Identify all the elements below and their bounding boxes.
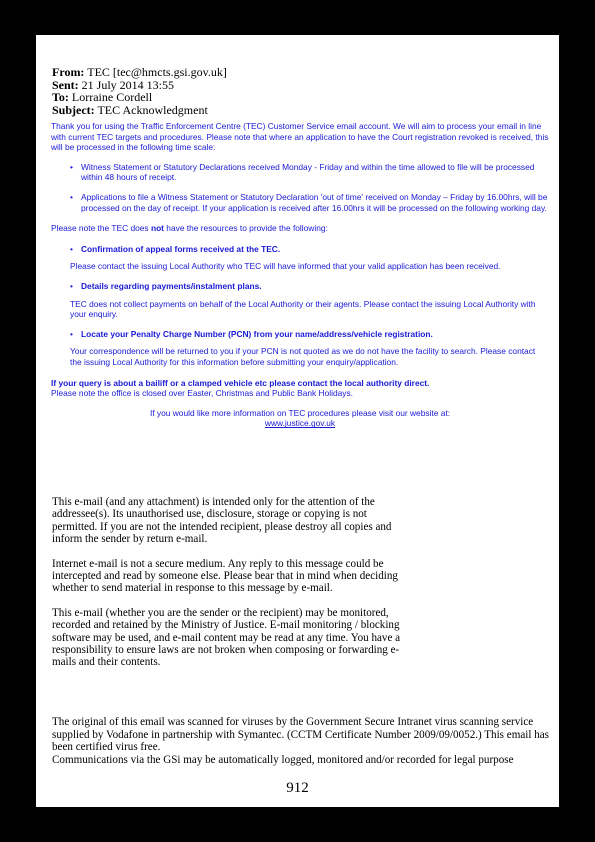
disclaimer-paragraph: Internet e-mail is not a secure medium. Any reply to this message could be intercepted and read by someone else. Please bear that in mind when deciding whether to send material in response to this message by e-mail. [52, 557, 398, 595]
bullet-text: Witness Statement or Statutory Declarations received Monday - Friday and within the time allowed to file will be processed within 48 hours of receipt. [81, 161, 535, 183]
sent-label: Sent: [52, 77, 79, 92]
bullet-item [51, 244, 549, 255]
website-line [51, 418, 549, 429]
email-header [52, 66, 227, 116]
email-body [51, 121, 549, 429]
scan-paragraph: Communications via the GSi may be automatically logged, monitored and/or recorded for legal purpose [52, 753, 514, 766]
closed-notice: Please note the office is closed over Easter, Christmas and Public Bank Holidays. [51, 388, 353, 399]
resources-line: Please note the TEC does not have the resources to provide the following: [51, 223, 328, 234]
subject-value: TEC Acknowledgment [97, 102, 208, 117]
item-description: TEC does not collect payments on behalf of the Local Authority or their agents. Please contact the issuing Local Authority with your enquiry. [70, 298, 536, 320]
disclaimer [52, 496, 412, 669]
subject-line [52, 104, 227, 117]
virus-scan-notice [52, 716, 552, 766]
sent-value: 21 July 2014 13:55 [81, 77, 175, 92]
bullet-icon: • [70, 161, 73, 172]
from-label: From: [52, 65, 85, 79]
bullet-icon: • [70, 191, 73, 202]
bullet-item [51, 192, 549, 213]
bullet-icon: • [70, 280, 73, 291]
to-label: To: [52, 90, 69, 105]
emphasis-not: not [150, 223, 164, 234]
website-link[interactable]: www.justice.gov.uk [264, 418, 336, 429]
bullet-item [51, 162, 549, 183]
bullet-item [51, 281, 549, 292]
bullet-title: Details regarding payments/instalment plans. [81, 280, 262, 291]
item-description: Please contact the issuing Local Authority who TEC will have informed that your valid application has been received. [70, 261, 501, 272]
subject-label: Subject: [52, 102, 95, 117]
bullet-title: Confirmation of appeal forms received at the TEC. [81, 243, 281, 254]
page-number: 912 [286, 780, 309, 796]
bullet-item [51, 329, 549, 340]
bullet-title: Locate your Penalty Charge Number (PCN) from your name/address/vehicle registration. [81, 328, 433, 339]
scan-paragraph: The original of this email was scanned for viruses by the Government Secure Intranet virus scanning service supplied by Vodafone in partnership with Symantec. (CCTM Certificate Number 2009/09/0052.) This email has been certified virus free. [52, 716, 549, 754]
bullet-icon: • [70, 328, 73, 339]
to-value: Lorraine Cordell [71, 90, 153, 105]
intro-paragraph: Thank you for using the Traffic Enforcement Centre (TEC) Customer Service email account. We will aim to process your email in line with current TEC targets and procedures. Please note that where an application to have the Court registration revoked is received, this will be processed in the following time scale: [51, 121, 549, 153]
more-info-line: If you would like more information on TEC procedures please visit our website at: [149, 407, 451, 418]
disclaimer-paragraph: This e-mail (and any attachment) is intended only for the attention of the addressee(s). Its unauthorised use, disclosure, storage or copying is not permitted. If you are not the intended recipient, please destroy all copies and inform the sender by return e-mail. [52, 496, 392, 546]
bullet-icon: • [70, 243, 73, 254]
disclaimer-paragraph: This e-mail (whether you are the sender or the recipient) may be monitored, recorded and retained by the Ministry of Justice. E-mail monitoring / blocking software may be used, and e-mail content may be read at any time. You have a responsibility to ensure laws are not broken when composing or forwarding e-mails and their contents. [52, 606, 401, 669]
from-value: TEC [tec@hmcts.gsi.gov.uk] [87, 65, 227, 79]
bullet-text: Applications to file a Witness Statement or Statutory Declaration 'out of time' received on Monday – Friday by 16.00hrs, will be processed on the day of receipt. If your application is received after 16.00hrs it will be processed on the following working day. [81, 191, 548, 213]
document-page [36, 35, 559, 807]
bailiff-notice: If your query is about a bailiff or a clamped vehicle etc please contact the local authority direct. [51, 377, 430, 388]
item-description: Your correspondence will be returned to you if your PCN is not quoted as we do not have the facility to search. Please contact the issuing Local Authority for this information before submitting your enquiry/application. [70, 346, 536, 367]
